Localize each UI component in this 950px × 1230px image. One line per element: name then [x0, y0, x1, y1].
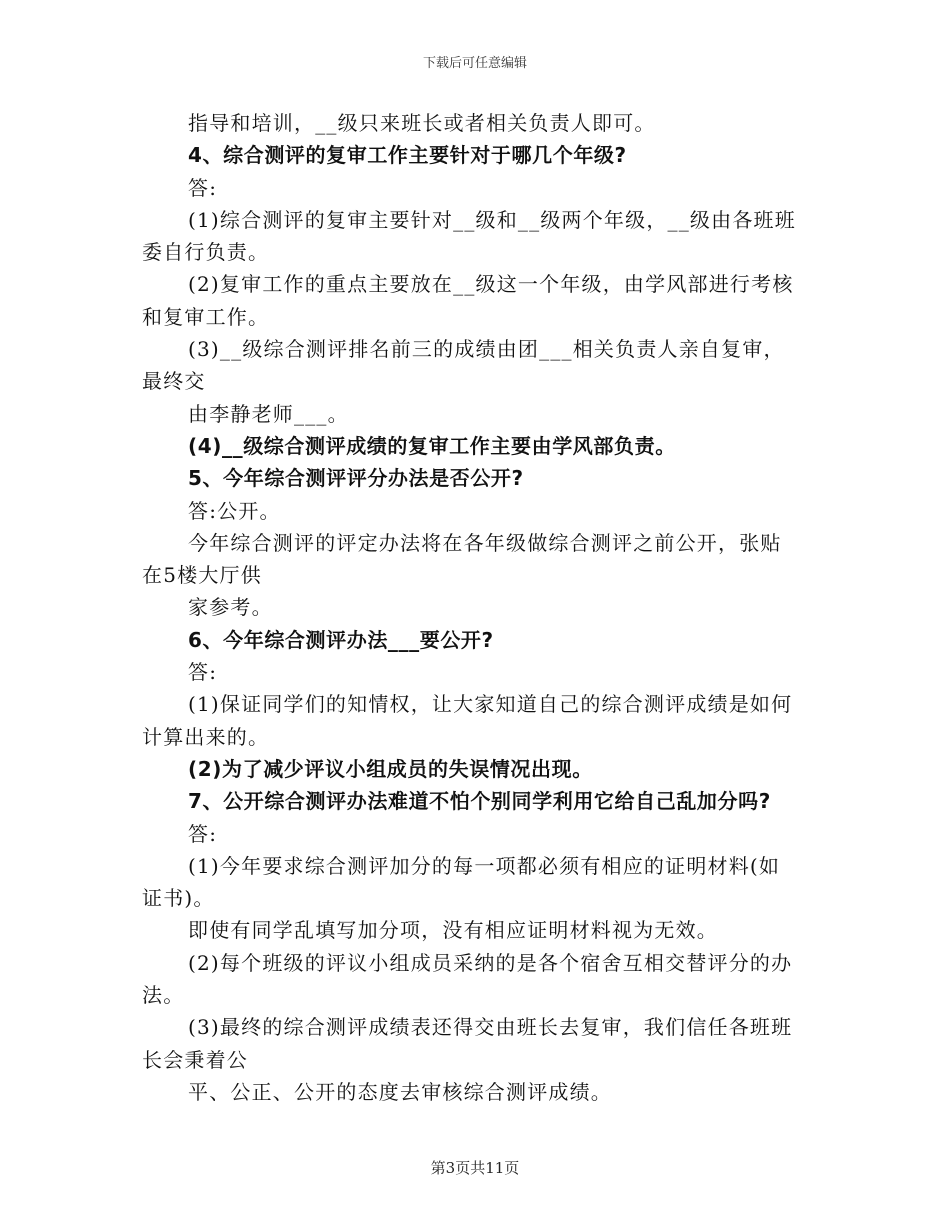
body-text-line: 和复审工作。 — [142, 304, 270, 329]
body-text-line: 平、公正、公开的态度去审核综合测评成绩。 — [188, 1079, 612, 1104]
body-text-line: 委自行负责。 — [142, 240, 270, 265]
question-heading: 7、公开综合测评办法难道不怕个别同学利用它给自己乱加分吗? — [188, 789, 771, 814]
page-header: 下载后可任意编辑 — [422, 56, 527, 71]
body-text-line: (3)__级综合测评排名前三的成绩由团___相关负责人亲自复审， — [188, 337, 785, 362]
body-text-line: (1)综合测评的复审主要针对__级和__级两个年级，__级由各班班 — [188, 207, 796, 232]
body-text-line: 长会秉着公 — [142, 1047, 248, 1072]
body-text-line: 最终交 — [142, 369, 206, 394]
document-body — [142, 107, 812, 1108]
body-text-line: 家参考。 — [188, 595, 273, 620]
body-text-line: 证书)。 — [142, 886, 215, 911]
question-heading: 4、综合测评的复审工作主要针对于哪几个年级? — [188, 143, 627, 168]
body-text-line: 今年综合测评的评定办法将在各年级做综合测评之前公开，张贴 — [188, 530, 782, 555]
body-text-line: 答: — [188, 660, 218, 685]
body-text-line: 在5楼大厅供 — [142, 563, 262, 588]
question-heading: (2)为了减少评议小组成员的失误情况出现。 — [188, 756, 593, 781]
page-footer: 第3页共11页 — [430, 1159, 520, 1177]
body-text-line: (3)最终的综合测评成绩表还得交由班长去复审，我们信任各班班 — [188, 1015, 793, 1040]
body-text-line: 由李静老师___。 — [188, 401, 349, 426]
body-text-line: 即使有同学乱填写加分项，没有相应证明材料视为无效。 — [188, 918, 718, 943]
body-text-line: (1)今年要求综合测评加分的每一项都必须有相应的证明材料(如 — [188, 853, 781, 878]
question-heading: 5、今年综合测评评分办法是否公开? — [188, 466, 524, 491]
body-text-line: 答: — [188, 821, 218, 846]
body-text-line: 答:公开。 — [188, 498, 281, 523]
body-text-line: 指导和培训，__级只来班长或者相关负责人即可。 — [188, 111, 656, 135]
body-text-line: (1)保证同学们的知情权，让大家知道自己的综合测评成绩是如何 — [188, 692, 793, 717]
body-text-line: 答: — [188, 175, 218, 200]
body-text-line: (2)复审工作的重点主要放在__级这一个年级，由学风部进行考核 — [188, 272, 794, 297]
body-text-line: 法。 — [142, 983, 185, 1008]
body-text-line: 计算出来的。 — [142, 724, 270, 749]
body-text-line: (2)每个班级的评议小组成员采纳的是各个宿舍互相交替评分的办 — [188, 950, 793, 975]
question-heading: (4)__级综合测评成绩的复审工作主要由学风部负责。 — [188, 433, 676, 458]
question-heading: 6、今年综合测评办法___要公开? — [188, 627, 494, 652]
